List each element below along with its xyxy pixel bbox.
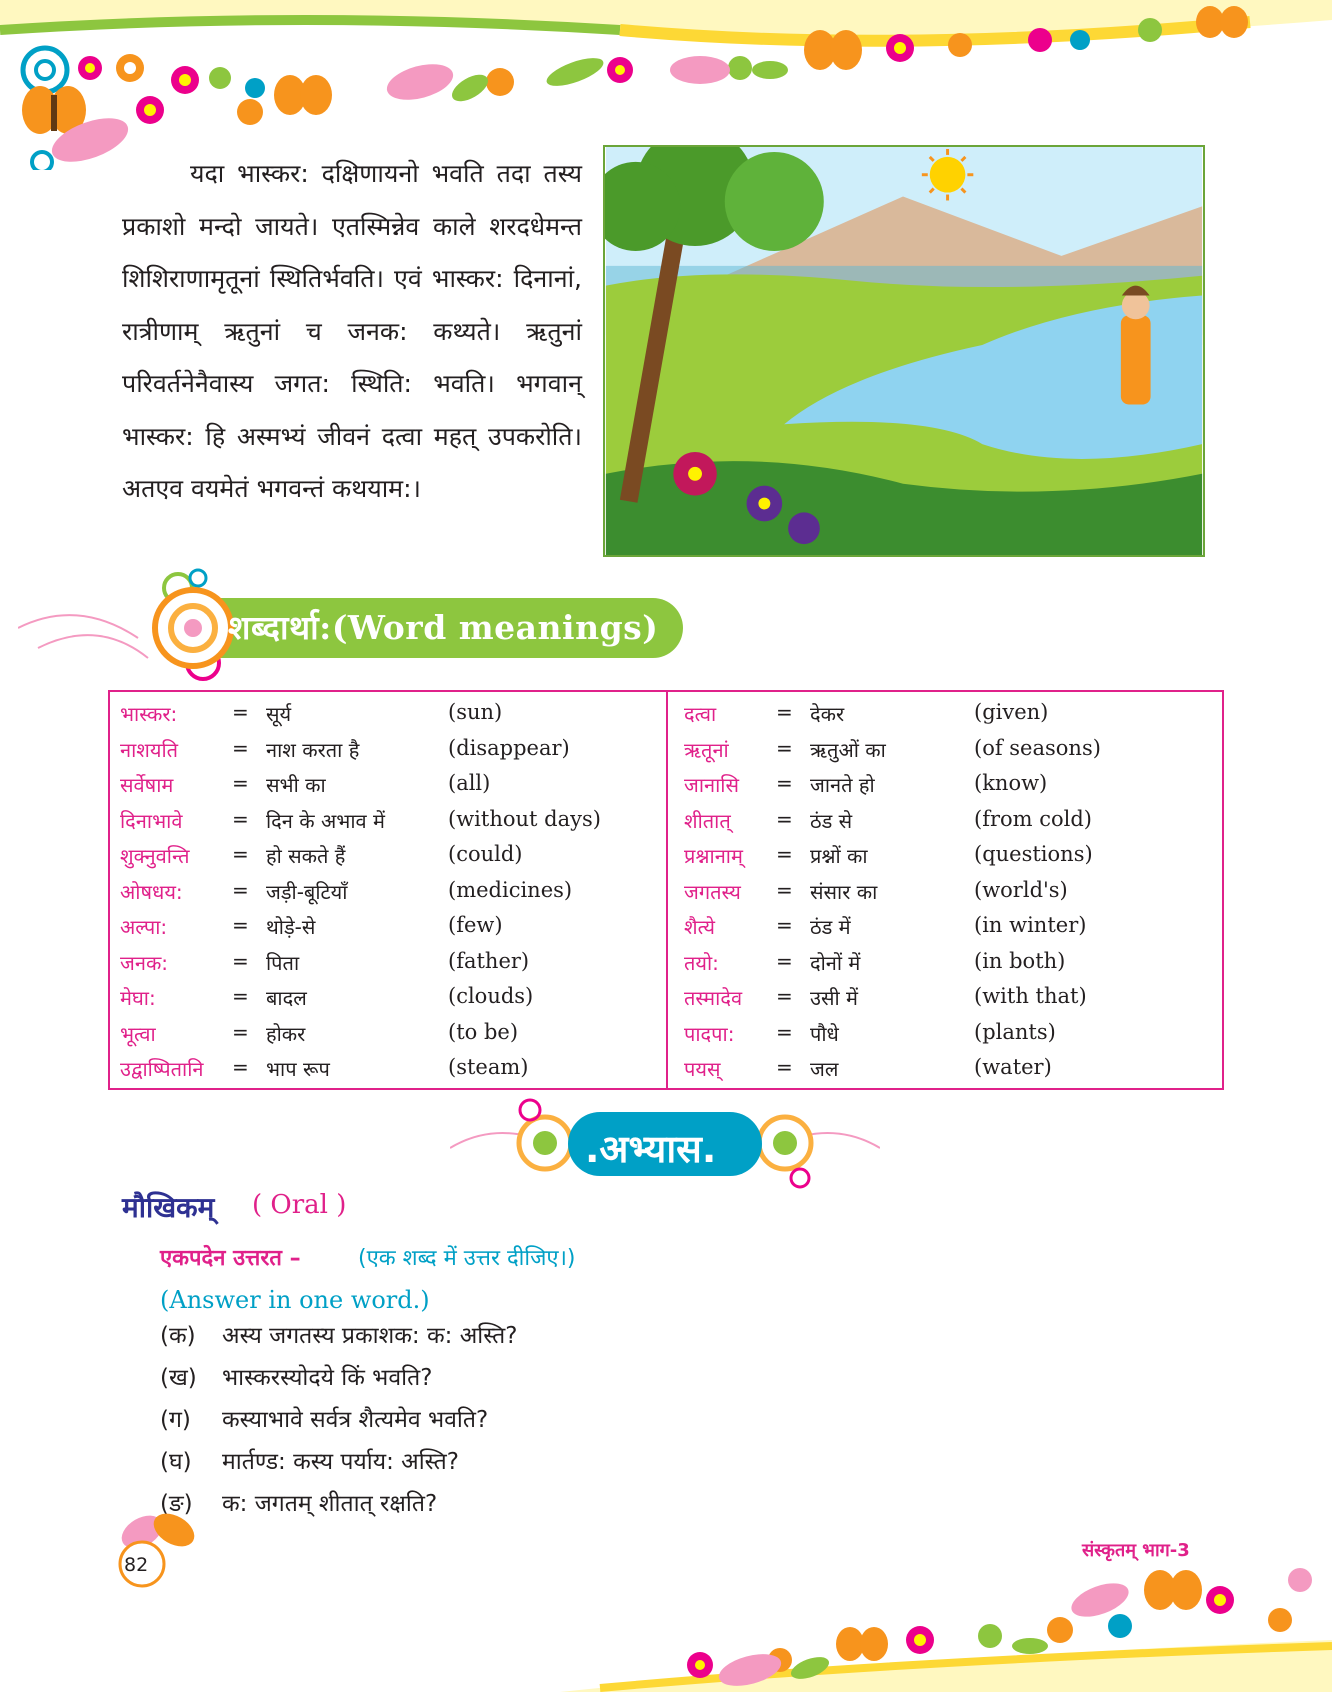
sanskrit-word: भूत्वा	[120, 1021, 156, 1046]
hindi-meaning: सूर्य	[266, 702, 292, 726]
equals-sign: =	[776, 700, 793, 724]
equals-sign: =	[776, 913, 793, 937]
table-divider	[666, 690, 668, 1090]
question-text: कस्याभावे सर्वत्र शैत्यमेव भवति?	[222, 1407, 489, 1433]
question-item	[160, 1318, 517, 1350]
english-meaning: (to be)	[448, 1019, 519, 1044]
hindi-meaning: ठंड में	[810, 915, 851, 939]
river-scene-illustration	[603, 145, 1205, 557]
english-meaning: (from cold)	[974, 806, 1092, 831]
sanskrit-word: उद्वाष्पितानि	[120, 1057, 204, 1081]
sanskrit-word: दिनाभावे	[120, 808, 183, 833]
sanskrit-word: शैत्ये	[684, 915, 715, 939]
question-text: अस्य जगतस्य प्रकाशक: क: अस्ति?	[222, 1323, 518, 1349]
question-text: क: जगतम् शीतात् रक्षति?	[222, 1491, 438, 1517]
sanskrit-word: जानासि	[684, 773, 739, 797]
equals-sign: =	[776, 1055, 793, 1079]
question-item	[160, 1444, 459, 1476]
sanskrit-word: शुक्नुवन्ति	[120, 844, 190, 868]
english-meaning: (father)	[448, 948, 530, 973]
english-meaning: (of seasons)	[974, 735, 1101, 760]
equals-sign: =	[232, 700, 249, 724]
hindi-meaning: देकर	[810, 702, 845, 726]
sanskrit-word: नाशयति	[120, 737, 179, 762]
hindi-meaning: प्रश्नों का	[810, 844, 868, 868]
english-meaning: (in winter)	[974, 913, 1087, 937]
equals-sign: =	[232, 771, 249, 795]
sanskrit-word: पयस्	[684, 1057, 721, 1081]
instruction-sanskrit: एकपदेन उत्तरत –	[160, 1246, 301, 1271]
hindi-meaning: थोड़े-से	[266, 915, 316, 939]
hindi-meaning: नाश करता है	[266, 737, 360, 762]
question-item	[160, 1402, 488, 1434]
equals-sign: =	[232, 1019, 249, 1044]
english-meaning: (water)	[974, 1055, 1052, 1079]
sanskrit-word: तस्मादेव	[684, 986, 743, 1010]
english-meaning: (questions)	[974, 842, 1093, 866]
english-meaning: (with that)	[974, 984, 1087, 1008]
english-meaning: (given)	[974, 700, 1049, 724]
sanskrit-word: जगतस्य	[684, 879, 741, 904]
question-text: मार्तण्ड: कस्य पर्याय: अस्ति?	[222, 1449, 459, 1475]
page-number: 82	[124, 1554, 149, 1576]
sanskrit-word: अल्पा:	[120, 915, 168, 939]
instruction-hindi: (एक शब्द में उत्तर दीजिए।)	[358, 1246, 576, 1271]
hindi-meaning: भाप रूप	[266, 1057, 330, 1081]
question-label: (ग)	[160, 1407, 191, 1433]
english-meaning: (clouds)	[448, 984, 534, 1008]
english-meaning: (all)	[448, 771, 491, 795]
equals-sign: =	[232, 735, 249, 760]
sanskrit-word: ऋतूनां	[684, 737, 729, 762]
hindi-meaning: ऋतुओं का	[810, 737, 886, 762]
english-meaning: (world's)	[974, 877, 1068, 902]
hindi-meaning: जल	[810, 1057, 839, 1081]
exercise-title: .अभ्यास.	[585, 1127, 717, 1171]
sanskrit-word: प्रश्नानाम्	[684, 844, 743, 868]
equals-sign: =	[776, 771, 793, 795]
oral-heading-english: ( Oral )	[252, 1190, 347, 1220]
sanskrit-word: मेघा:	[120, 986, 156, 1010]
hindi-meaning: ठंड से	[810, 808, 853, 833]
equals-sign: =	[232, 984, 249, 1008]
question-label: (घ)	[160, 1449, 192, 1475]
english-meaning: (could)	[448, 842, 523, 866]
question-text: भास्करस्योदये किं भवति?	[222, 1365, 433, 1391]
hindi-meaning: बादल	[266, 986, 307, 1010]
english-meaning: (without days)	[448, 806, 601, 831]
hindi-meaning: उसी में	[810, 986, 858, 1010]
english-meaning: (plants)	[974, 1019, 1056, 1044]
hindi-meaning: पिता	[266, 950, 300, 975]
sanskrit-word: तयो:	[684, 950, 719, 975]
sanskrit-word: पादपा:	[684, 1021, 735, 1046]
equals-sign: =	[776, 735, 793, 760]
question-label: (ङ)	[160, 1491, 193, 1517]
hindi-meaning: सभी का	[266, 773, 326, 797]
hindi-meaning: हो सकते हैं	[266, 844, 346, 868]
equals-sign: =	[776, 948, 793, 973]
instruction-english: (Answer in one word.)	[160, 1286, 430, 1314]
equals-sign: =	[776, 984, 793, 1008]
word-meanings-title: शब्दार्था:(Word meanings)	[228, 608, 659, 647]
question-label: (ख)	[160, 1365, 197, 1391]
english-meaning: (sun)	[448, 700, 503, 724]
passage-text: यदा भास्कर: दक्षिणायनो भवति तदा तस्य प्रकाशो मन्दो जायते। एतस्मिन्नेव काले शरदधेमन्त शिशिराणामृतूनां स्थितिर्भवति। एवं भास्कर: दिनानां, रात्रीणाम् ऋतुनां च जनक: कथ्यते। ऋतुनां परिवर्तनेनैवास्य जगत: स्थिति: भवति। भगवान् भास्कर: हि अस्मभ्यं जीवनं दत्वा महत् उपकरोति। अतएव वयमेतं भगवन्तं कथयाम:।	[122, 159, 582, 503]
hindi-meaning: पौधे	[810, 1021, 839, 1046]
hindi-meaning: होकर	[266, 1021, 306, 1046]
english-meaning: (disappear)	[448, 735, 570, 760]
question-item	[160, 1360, 432, 1392]
hindi-meaning: जड़ी-बूटियाँ	[266, 879, 348, 904]
equals-sign: =	[776, 1019, 793, 1044]
book-title: संस्कृतम् भाग-3	[1082, 1540, 1190, 1561]
english-meaning: (medicines)	[448, 877, 573, 902]
sanskrit-word: सर्वेषाम	[120, 773, 174, 797]
hindi-meaning: दोनों में	[810, 950, 861, 975]
equals-sign: =	[232, 877, 249, 902]
hindi-meaning: दिन के अभाव में	[266, 808, 385, 833]
question-label: (क)	[160, 1323, 196, 1349]
sanskrit-word: जनक:	[120, 950, 169, 975]
sage-figure-icon	[1121, 286, 1151, 405]
page-number-decoration	[112, 1510, 208, 1590]
equals-sign: =	[232, 806, 249, 831]
hindi-meaning: जानते हो	[810, 773, 875, 797]
english-meaning: (steam)	[448, 1055, 529, 1079]
sanskrit-word: ओषधय:	[120, 879, 183, 904]
equals-sign: =	[232, 948, 249, 973]
equals-sign: =	[232, 1055, 249, 1079]
english-meaning: (know)	[974, 771, 1048, 795]
sanskrit-word: शीतात्	[684, 808, 731, 833]
oral-heading: मौखिकम्	[122, 1191, 215, 1224]
equals-sign: =	[232, 913, 249, 937]
sanskrit-word: भास्कर:	[120, 702, 178, 726]
english-meaning: (in both)	[974, 948, 1066, 973]
equals-sign: =	[232, 842, 249, 866]
equals-sign: =	[776, 877, 793, 902]
hindi-meaning: संसार का	[810, 879, 878, 904]
sanskrit-word: दत्वा	[684, 702, 717, 726]
equals-sign: =	[776, 806, 793, 831]
english-meaning: (few)	[448, 913, 503, 937]
equals-sign: =	[776, 842, 793, 866]
bottom-decorative-border	[560, 1560, 1332, 1692]
